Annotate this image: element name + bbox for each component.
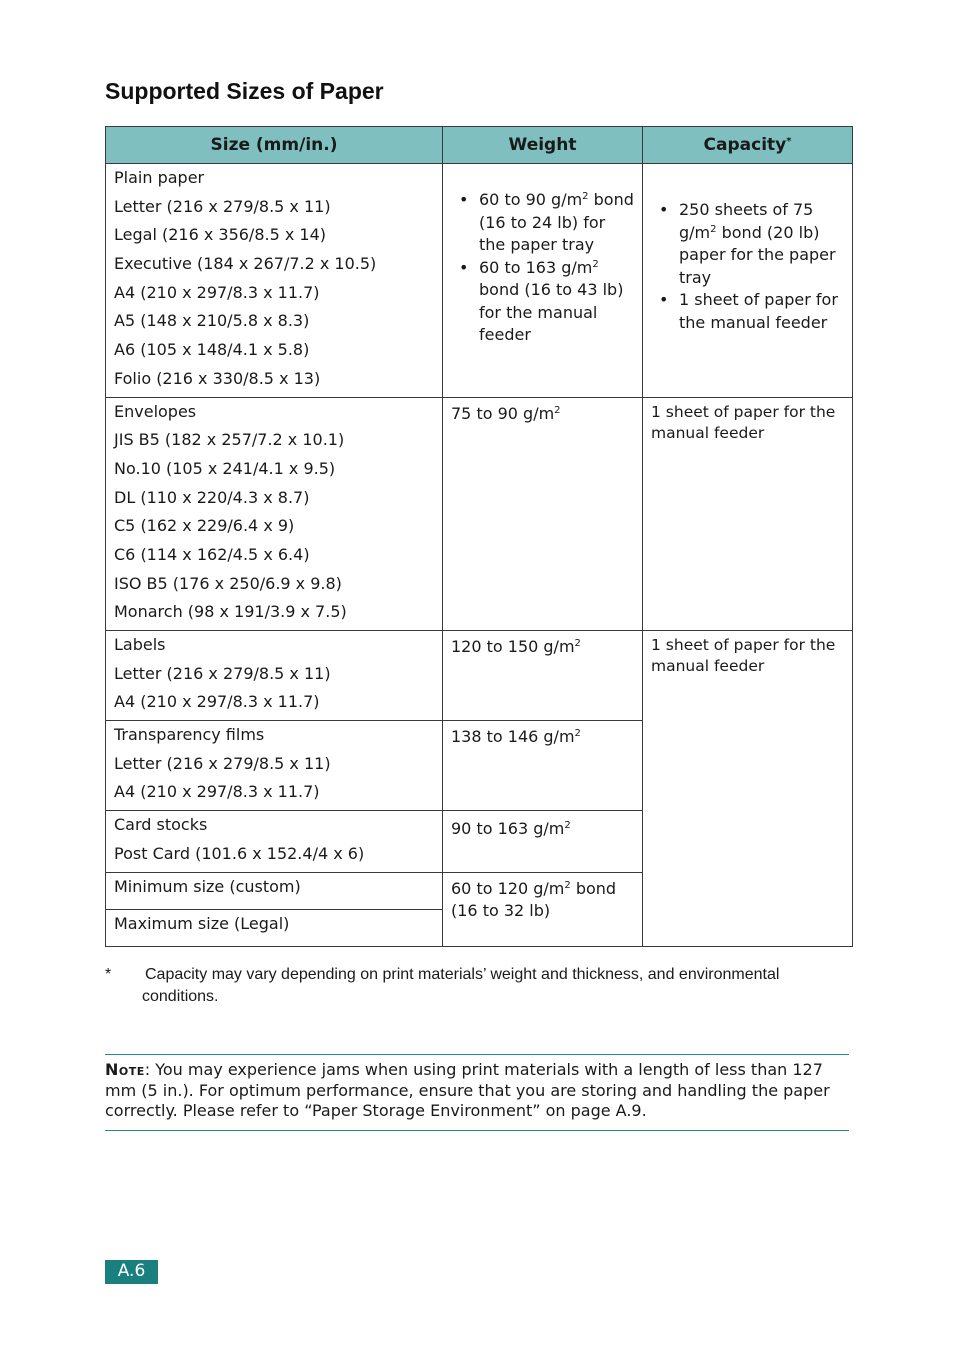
weight-text: 75 to 90 g/m xyxy=(451,403,555,423)
capacity-list-item xyxy=(679,199,844,289)
size-line: Post Card (101.6 x 152.4/4 x 6) xyxy=(114,843,365,863)
size-line: Monarch (98 x 191/3.9 x 7.5) xyxy=(114,602,347,622)
size-line: A4 (210 x 297/8.3 x 11.7) xyxy=(114,692,320,712)
weight-text: bond (16 to 43 lb) for the manual feeder xyxy=(479,280,624,344)
footnote-mark: * xyxy=(105,966,112,983)
weight-text: 60 to 163 g/m xyxy=(479,257,593,277)
footnote-text: Capacity may vary depending on print materials’ weight and thickness, and environmental conditions. xyxy=(142,966,780,1005)
weight-text: bond (16 to 24 lb) for the paper tray xyxy=(479,190,634,254)
table-header-row xyxy=(106,127,853,164)
header-size-label: Size (mm/in.) xyxy=(210,135,338,155)
weight-text: bond (16 to 32 lb) xyxy=(451,878,617,920)
size-line: A4 (210 x 297/8.3 x 11.7) xyxy=(114,782,320,802)
superscript: 2 xyxy=(574,728,581,740)
header-size xyxy=(106,127,443,164)
superscript: 2 xyxy=(554,404,561,416)
size-line: Letter (216 x 279/8.5 x 11) xyxy=(114,663,331,683)
size-line: A5 (148 x 210/5.8 x 8.3) xyxy=(114,311,310,331)
size-line: Transparency films xyxy=(114,725,265,745)
capacity-cell-envelopes: 1 sheet of paper for the manual feeder xyxy=(643,397,853,631)
size-line: DL (110 x 220/4.3 x 8.7) xyxy=(114,487,310,507)
table-row-plain-paper xyxy=(106,164,853,398)
weight-text: 90 to 163 g/m xyxy=(451,819,565,839)
size-line: ISO B5 (176 x 250/6.9 x 9.8) xyxy=(114,573,342,593)
superscript: 2 xyxy=(574,638,581,649)
weight-list-item xyxy=(479,257,634,347)
weight-text: 120 to 150 g/m xyxy=(451,637,575,656)
table-row-envelopes xyxy=(106,397,853,631)
size-cell-maximum-size xyxy=(106,909,443,946)
capacity-list-item xyxy=(679,289,844,334)
note-box xyxy=(105,1054,849,1131)
weight-cell-labels xyxy=(443,631,643,721)
table-row-labels xyxy=(106,631,853,721)
capacity-text: 1 sheet of paper for the manual feeder xyxy=(679,290,838,332)
capacity-text: 250 sheets of 75 g/m xyxy=(679,200,814,242)
paper-sizes-table xyxy=(105,126,853,947)
size-line: Labels xyxy=(114,635,166,654)
size-line: C6 (114 x 162/4.5 x 6.4) xyxy=(114,544,310,564)
weight-cell-card-stocks xyxy=(443,811,643,872)
size-line: JIS B5 (182 x 257/7.2 x 10.1) xyxy=(114,430,345,450)
capacity-list xyxy=(651,199,844,334)
note-label: Note xyxy=(105,1060,145,1079)
superscript: 2 xyxy=(592,258,599,270)
weight-list-item xyxy=(479,189,634,257)
size-cell-card-stocks xyxy=(106,811,443,872)
size-line: C5 (162 x 229/6.4 x 9) xyxy=(114,516,295,536)
header-weight-label: Weight xyxy=(508,135,577,155)
header-capacity xyxy=(643,127,853,164)
weight-cell-min-max xyxy=(443,872,643,946)
size-line: A4 (210 x 297/8.3 x 11.7) xyxy=(114,282,320,302)
size-cell-plain-paper xyxy=(106,164,443,398)
weight-text: 60 to 120 g/m xyxy=(451,878,565,898)
size-line: Plain paper xyxy=(114,168,205,187)
size-cell-labels xyxy=(106,631,443,721)
weight-cell-transparency-films xyxy=(443,721,643,811)
size-line: A6 (105 x 148/4.1 x 5.8) xyxy=(114,340,310,360)
weight-cell-plain-paper xyxy=(443,164,643,398)
capacity-text: bond (20 lb) paper for the paper tray xyxy=(679,222,836,287)
size-line: Executive (184 x 267/7.2 x 10.5) xyxy=(114,254,377,274)
note-text: : You may experience jams when using print materials with a length of less than 127 mm (5 in.). For optimum performance, ensure that you are storing and handling the paper correctly. Please refer to “Paper Storage Environment” on page A.9. xyxy=(105,1060,830,1120)
capacity-cell-labels-and-more: 1 sheet of paper for the manual feeder xyxy=(643,631,853,947)
superscript: 2 xyxy=(582,191,589,202)
superscript: 2 xyxy=(710,223,717,235)
size-line: Card stocks xyxy=(114,815,208,835)
weight-list xyxy=(451,189,634,347)
header-capacity-label: Capacity xyxy=(703,135,787,155)
capacity-cell-plain-paper xyxy=(643,164,853,398)
size-cell-minimum-size xyxy=(106,872,443,909)
size-line: Letter (216 x 279/8.5 x 11) xyxy=(114,196,331,216)
weight-text: 138 to 146 g/m xyxy=(451,727,575,747)
superscript: 2 xyxy=(564,820,571,832)
size-cell-envelopes xyxy=(106,397,443,631)
capacity-footnote-mark: * xyxy=(786,136,792,147)
header-weight xyxy=(443,127,643,164)
size-line: Legal (216 x 356/8.5 x 14) xyxy=(114,225,327,245)
size-line: Maximum size (Legal) xyxy=(114,913,290,933)
size-line: Minimum size (custom) xyxy=(114,876,301,896)
size-line: Letter (216 x 279/8.5 x 11) xyxy=(114,753,331,773)
capacity-footnote xyxy=(105,964,855,1008)
page-title: Supported Sizes of Paper xyxy=(105,78,384,104)
size-line: No.10 (105 x 241/4.1 x 9.5) xyxy=(114,458,336,478)
weight-cell-envelopes xyxy=(443,397,643,631)
size-line: Folio (216 x 330/8.5 x 13) xyxy=(114,368,321,388)
superscript: 2 xyxy=(564,879,571,891)
page-number-badge: A.6 xyxy=(105,1260,158,1284)
size-line: Envelopes xyxy=(114,401,197,421)
weight-text: 60 to 90 g/m xyxy=(479,190,583,209)
size-cell-transparency-films xyxy=(106,721,443,811)
